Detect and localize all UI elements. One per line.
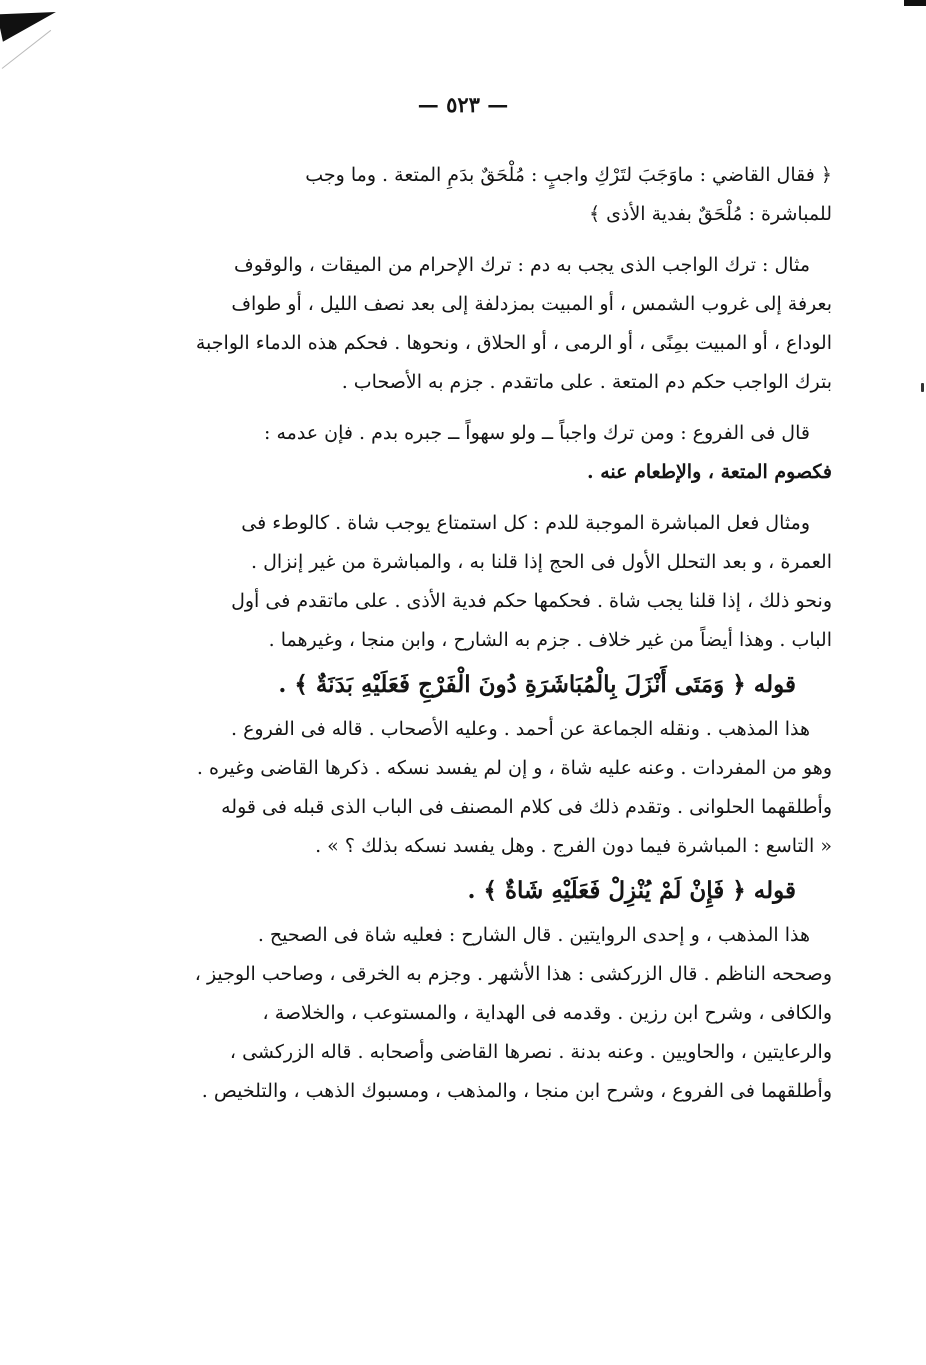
text-line: بعرفة إلى غروب الشمس ، أو المبيت بمزدلفة إلى بعد نصف الليل ، أو طواف xyxy=(231,293,832,315)
text-line: وهو من المفردات . وعنه عليه شاة ، و إن لم يفسد نسكه . ذكرها القاضى وغيره . xyxy=(196,757,832,779)
text-line: مثال : ترك الواجب الذى يجب به دم : ترك الإحرام من الميقات ، والوقوف xyxy=(234,254,810,276)
section-heading: قوله ﴿ وَمَتَى أَنْزَلَ بِالْمُبَاشَرَةِ دُونَ الْفَرْجِ فَعَلَيْهِ بَدَنَةٌ ﴾ . xyxy=(278,671,796,698)
text-line: وصححه الناظم . قال الزركشى : هذا الأشهر . وجزم به الخرقى ، وصاحب الوجيز ، xyxy=(194,963,832,985)
text-line: للمباشرة : مُلْحَقٌ بفدية الأذى ﴾ xyxy=(588,203,832,225)
text-line: فكصوم المتعة ، والإطعام عنه . xyxy=(587,461,832,483)
page-number: — ٥٢٣ — xyxy=(417,92,509,117)
text-line: وأطلقهما فى الفروع ، وشرح ابن منجا ، والمذهب ، ومسبوك الذهب ، والتلخيص . xyxy=(201,1080,832,1102)
text-line: قال فى الفروع : ومن ترك واجباً ــ ولو سهواً ــ جبره بدم . فإن عدمه : xyxy=(264,422,810,444)
section-heading: قوله ﴿ فَإِنْ لَمْ يُنْزِلْ فَعَلَيْهِ شَاةٌ ﴾ . xyxy=(467,877,796,904)
text-line: ﴿ فقال القاضي : ماوَجَبَ لتَرْكِ واجبٍ : مُلْحَقٌ بدَمِ المتعة . وما وجب xyxy=(305,164,832,186)
text-line: ونحو ذلك ، إذا قلنا يجب شاة . فحكمها حكم فدية الأذى . على ماتقدم فى أول xyxy=(231,590,832,612)
text-line: بترك الواجب حكم دم المتعة . على ماتقدم . جزم به الأصحاب . xyxy=(341,371,832,393)
text-line: الباب . وهذا أيضاً من غير خلاف . جزم به الشارح ، وابن منجا ، وغيرهما . xyxy=(268,629,832,651)
text-line: هذا المذهب ، و إحدى الروايتين . قال الشارح : فعليه شاة فى الصحيح . xyxy=(257,924,810,946)
text-line: الوداع ، أو المبيت بمِنًى ، أو الرمى ، أو الحلاق ، ونحوها . فحكم هذه الدماء الواجبة xyxy=(195,332,832,354)
text-line: ومثال فعل المباشرة الموجبة للدم : كل استمتاع يوجب شاة . كالوطء فى xyxy=(241,512,810,534)
text-line: العمرة ، و بعد التحلل الأول فى الحج إذا قلنا به ، والمباشرة من غير إنزال . xyxy=(251,551,832,573)
scan-edge-dot xyxy=(921,383,924,392)
text-line: « التاسع : المباشرة فيما دون الفرج . وهل يفسد نسكه بذلك ؟ » . xyxy=(315,835,832,857)
text-line: والكافى ، وشرح ابن رزين . وقدمه فى الهداية ، والمستوعب ، والخلاصة ، xyxy=(262,1002,832,1024)
text-line: وأطلقهما الحلوانى . وتقدم ذلك فى كلام المصنف فى الباب الذى قبله فى قوله xyxy=(221,796,832,818)
scan-edge-bar xyxy=(904,0,926,6)
text-line: هذا المذهب . ونقله الجماعة عن أحمد . وعليه الأصحاب . قاله فى الفروع . xyxy=(231,718,810,740)
text-line: والرعايتين ، والحاويين . وعنه بدنة . نصرها القاضى وأصحابه . قاله الزركشى ، xyxy=(229,1041,832,1063)
scan-corner-mark xyxy=(0,2,60,41)
text-body xyxy=(96,156,832,1111)
